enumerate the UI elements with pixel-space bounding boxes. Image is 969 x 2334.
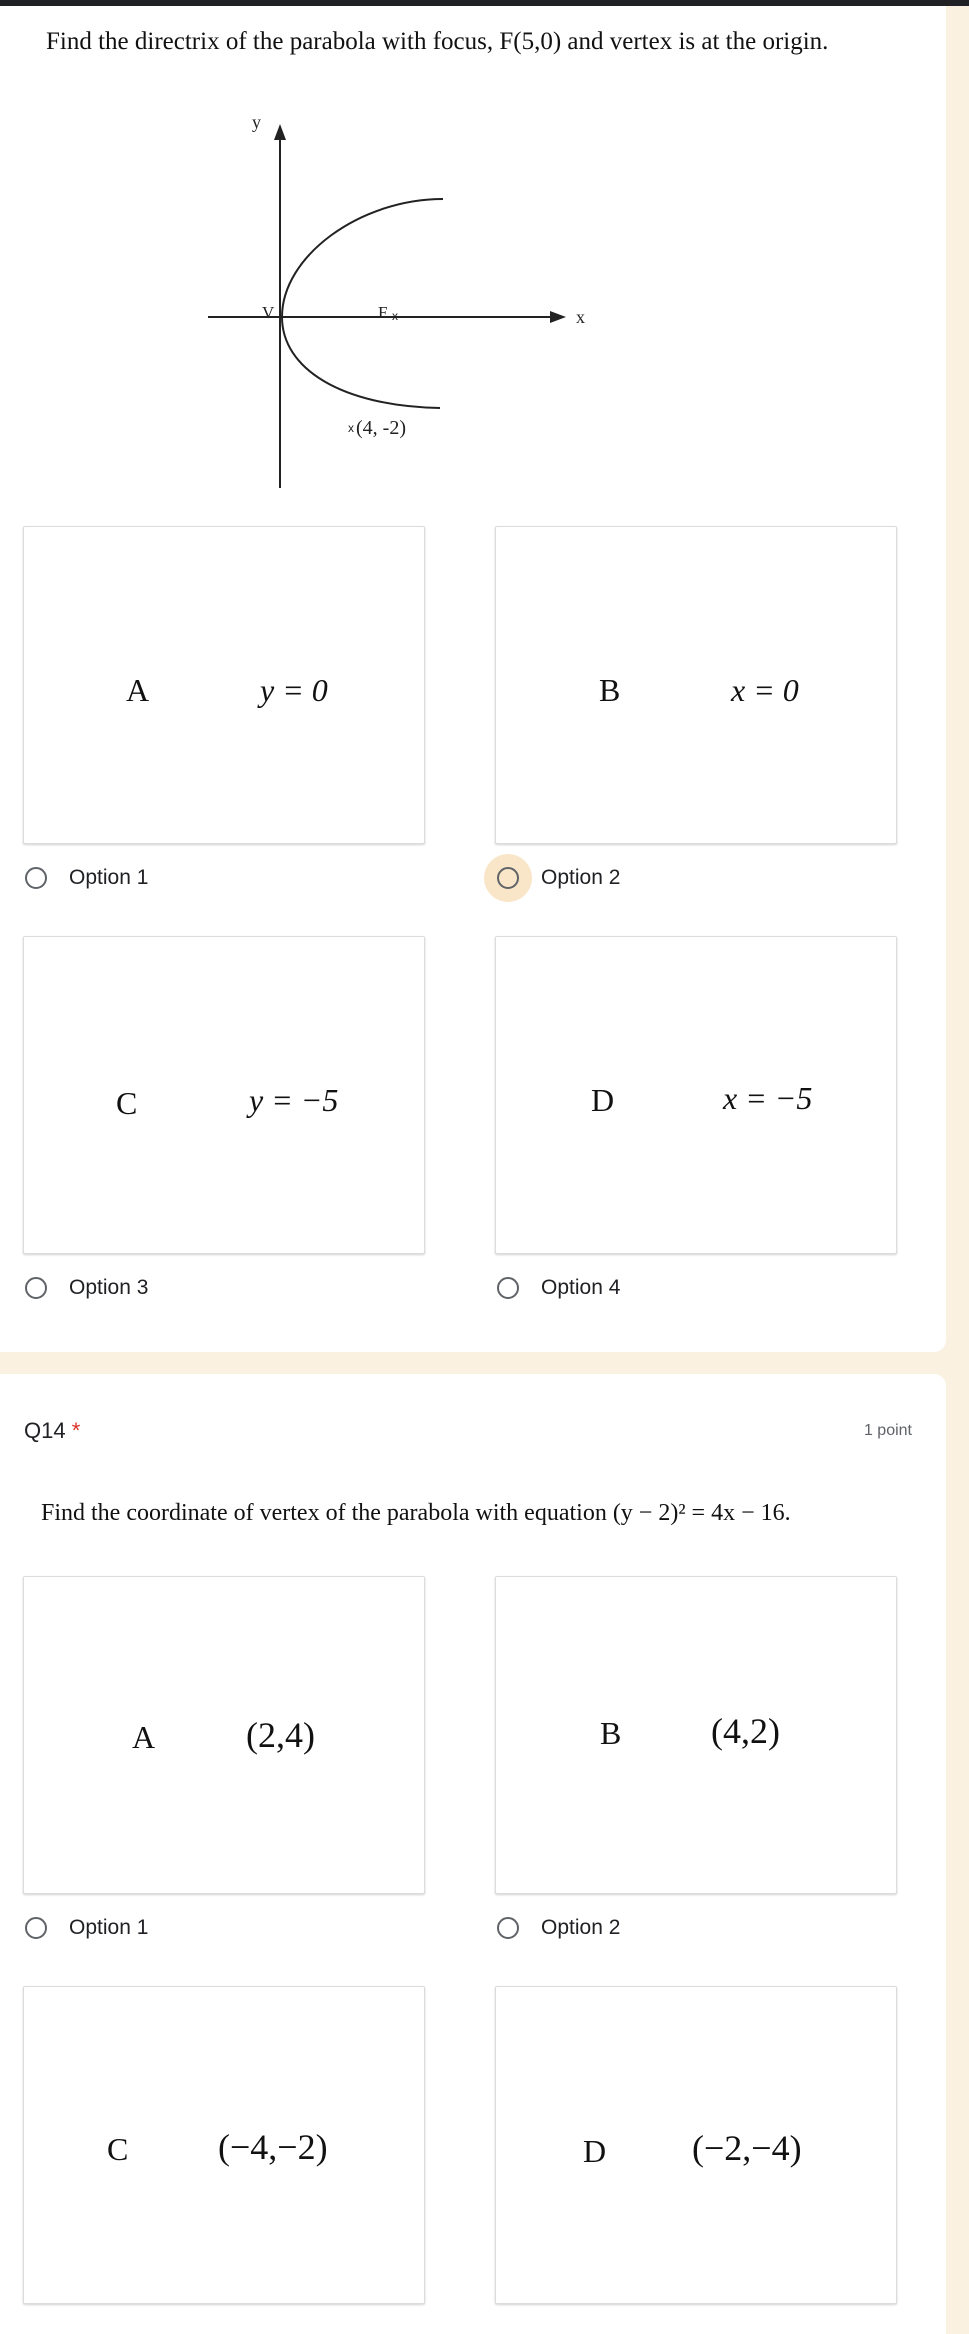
radio-option-2[interactable] [497, 858, 620, 898]
radio-circle[interactable] [497, 1277, 519, 1299]
question-number: Q14 [24, 1418, 66, 1443]
option-expression: x = 0 [731, 672, 799, 708]
option-letter: C [107, 2131, 129, 2167]
option-image-a [23, 526, 425, 844]
option-image-b [495, 526, 897, 844]
x-axis-label: x [576, 307, 585, 327]
question-prompt: Find the coordinate of vertex of the parabola with equation (y − 2)² = 4x − 16. [41, 1500, 791, 1526]
option-image-d [495, 1986, 897, 2304]
option-letter: D [591, 1082, 615, 1118]
radio-label[interactable]: Option 3 [69, 1276, 149, 1299]
option-letter: C [116, 1085, 138, 1121]
question-title [24, 1418, 80, 1444]
focus-point-mark: x [392, 309, 398, 323]
radio-label[interactable]: Option 1 [69, 866, 149, 889]
radio-label[interactable]: Option 1 [69, 1916, 149, 1939]
radio-label[interactable]: Option 4 [541, 1276, 621, 1299]
question-card-13 [0, 6, 946, 1352]
focus-label: F [378, 303, 388, 322]
parabola-curve [282, 199, 443, 408]
point-label: (4, -2) [356, 417, 406, 439]
option-letter: D [583, 2133, 607, 2169]
radio-circle[interactable] [25, 1917, 47, 1939]
option-letter: B [599, 672, 621, 708]
option-image-c [23, 1986, 425, 2304]
radio-option-4[interactable] [497, 1268, 620, 1308]
option-image-c [23, 936, 425, 1254]
option-letter: A [126, 672, 150, 708]
question-card-14 [0, 1374, 946, 2334]
x-axis-arrow [550, 311, 566, 323]
question-prompt: Find the directrix of the parabola with focus, F(5,0) and vertex is at the origin. [46, 28, 829, 55]
radio-option-3[interactable] [25, 1268, 148, 1308]
radio-circle[interactable] [25, 867, 47, 889]
option-image-b [495, 1576, 897, 1894]
radio-label[interactable]: Option 2 [541, 866, 621, 889]
option-expression: x = −5 [723, 1080, 813, 1116]
radio-circle[interactable] [497, 1917, 519, 1939]
option-image-d [495, 936, 897, 1254]
vertex-label: V [262, 303, 275, 322]
radio-option-2[interactable] [497, 1908, 620, 1948]
y-axis-label: y [252, 112, 261, 132]
required-asterisk: * [71, 1418, 81, 1443]
y-axis-arrow [274, 124, 286, 140]
radio-circle[interactable] [497, 867, 519, 889]
radio-option-1[interactable] [25, 858, 148, 898]
option-letter: A [132, 1719, 156, 1755]
option-expression: (2,4) [246, 1715, 315, 1755]
option-expression: y = −5 [249, 1082, 339, 1118]
radio-option-1[interactable] [25, 1908, 148, 1948]
option-expression: y = 0 [260, 672, 328, 708]
option-expression: (4,2) [711, 1711, 780, 1751]
option-image-a [23, 1576, 425, 1894]
point-mark: x [348, 421, 354, 435]
question-points: 1 point [863, 1422, 912, 1439]
radio-circle[interactable] [25, 1277, 47, 1299]
option-letter: B [600, 1715, 622, 1751]
parabola-graph [190, 106, 610, 496]
radio-label[interactable]: Option 2 [541, 1916, 621, 1939]
option-expression: (−4,−2) [218, 2127, 328, 2167]
option-expression: (−2,−4) [692, 2128, 802, 2168]
